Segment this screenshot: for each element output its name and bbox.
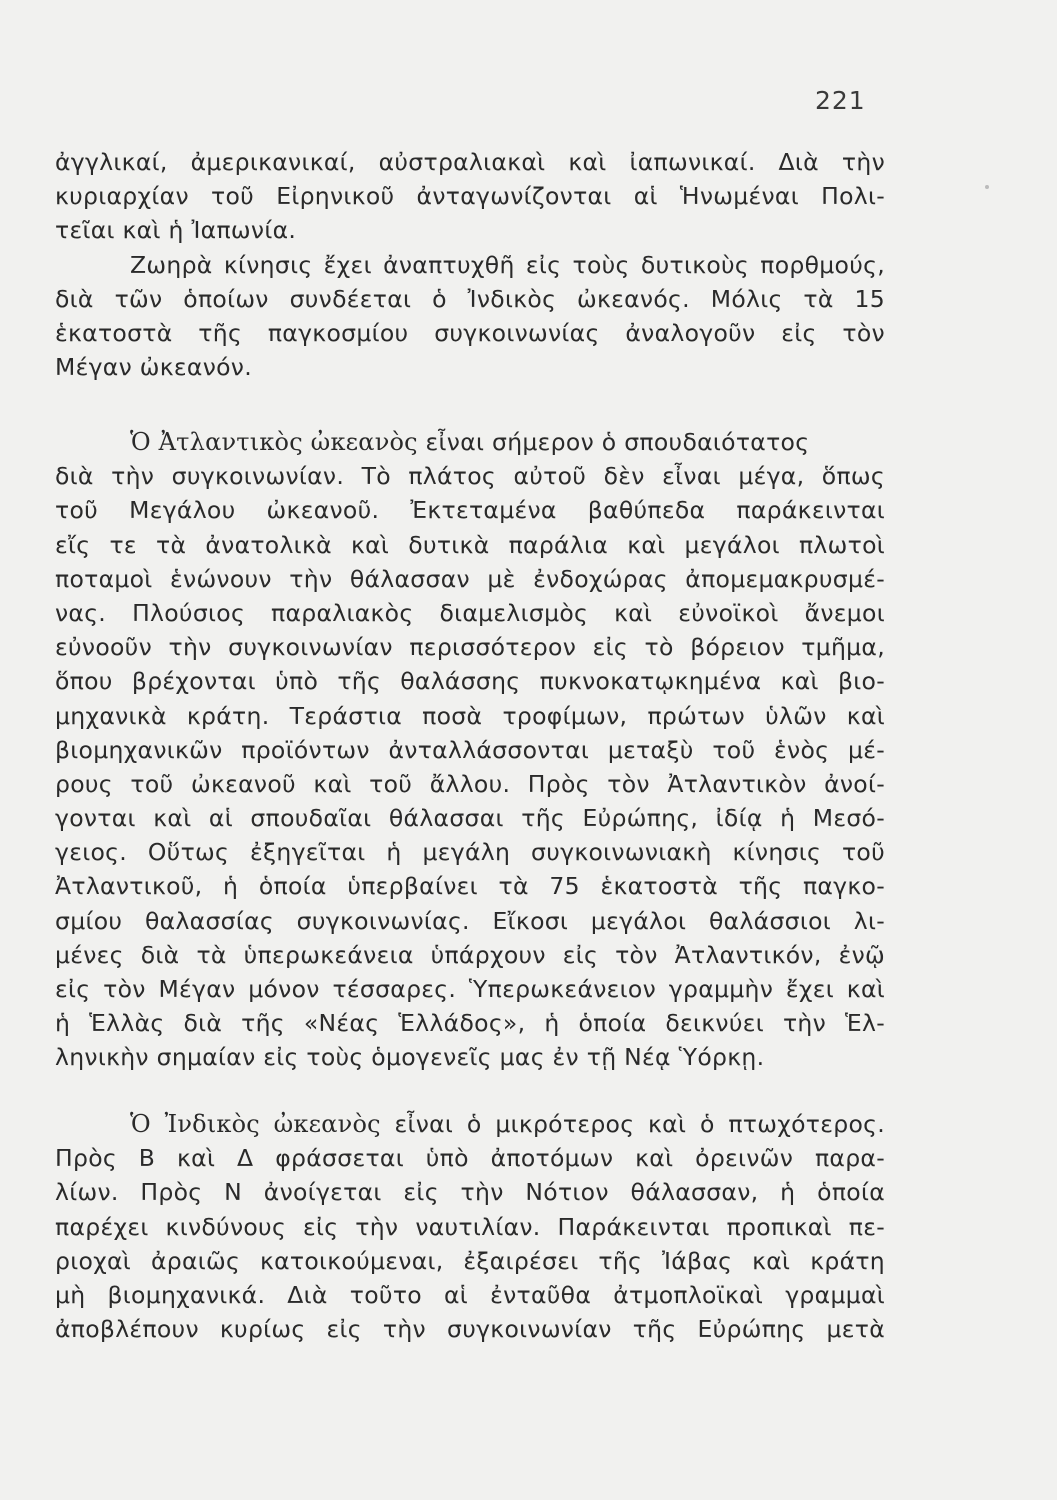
paragraph-atlantic-ocean	[55, 425, 885, 1075]
text-line: λίων. Πρὸς Ν ἀνοίγεται εἰς τὴν Νότιον θάλασσαν, ἡ ὁποία	[55, 1178, 885, 1207]
text-line: μένες διὰ τὰ ὑπερωκεάνεια ὑπάρχουν εἰς τὸν Ἀτλαντικόν, ἐνῷ	[55, 940, 885, 969]
text-line: ὅπου βρέχονται ὑπὸ τῆς θαλάσσης πυκνοκατῳκημένα καὶ βιο-	[55, 667, 885, 696]
text-line: ἡ Ἑλλὰς διὰ τῆς «Νέας Ἑλλάδος», ἡ ὁποία δεικνύει τὴν Ἑλ-	[55, 1009, 885, 1038]
section-lead-indian: Ὁ Ἰνδικὸς ὠκεανὸς	[130, 1110, 381, 1138]
text-line: ριοχαὶ ἀραιῶς κατοικούμεναι, ἐξαιρέσει τῆς Ἰάβας καὶ κράτη	[55, 1246, 885, 1275]
text-line-rest: εἶναι ὁ μικρότερος καὶ ὁ πτωχότερος.	[380, 1110, 885, 1138]
text-line: ἀποβλέπουν κυρίως εἰς τὴν συγκοινωνίαν τῆς Εὐρώπης μετὰ	[55, 1315, 885, 1344]
text-line: ληνικὴν σημαίαν εἰς τοὺς ὁμογενεῖς μας ἐν τῇ Νέᾳ Ὑόρκῃ.	[55, 1043, 765, 1072]
paragraph-indian-ocean	[55, 1107, 885, 1346]
text-line: ἑκατοστὰ τῆς παγκοσμίου συγκοινωνίας ἀναλογοῦν εἰς τὸν	[55, 318, 885, 347]
text-line: Ἀτλαντικοῦ, ἡ ὁποία ὑπερβαίνει τὰ 75 ἑκατοστὰ τῆς παγκο-	[55, 872, 885, 901]
page-number: 221	[815, 86, 866, 115]
text-line: ποταμοὶ ἑνώνουν τὴν θάλασσαν μὲ ἐνδοχώρας ἀπομεμακρυσμέ-	[55, 564, 885, 593]
text-line: νας. Πλούσιος παραλιακὸς διαμελισμὸς καὶ εὐνοϊκοὶ ἄνεμοι	[55, 598, 885, 627]
text-line: τεῖαι καὶ ἡ Ἰαπωνία.	[55, 216, 297, 245]
text-line: σμίου θαλασσίας συγκοινωνίας. Εἴκοσι μεγάλοι θαλάσσιοι λι-	[55, 906, 885, 935]
text-line: εἰς τὸν Μέγαν μόνον τέσσαρες. Ὑπερωκεάνειον γραμμὴν ἔχει καὶ	[55, 975, 885, 1003]
text-line: ἀγγλικαί, ἀμερικανικαί, αὐστραλιακαὶ καὶ ἰαπωνικαί. Διὰ τὴν	[55, 148, 885, 176]
text-line	[55, 425, 885, 459]
section-lead-atlantic: Ὁ Ἀτλαντικὸς ὠκεανὸς	[130, 428, 418, 456]
text-line: Ζωηρὰ κίνησις ἔχει ἀναπτυχθῆ εἰς τοὺς δυτικοὺς πορθμούς,	[130, 250, 885, 279]
text-line: Μέγαν ὠκεανόν.	[55, 353, 252, 382]
paragraph-pacific-end	[55, 145, 885, 384]
paper-speck	[985, 185, 989, 189]
text-line: παρέχει κινδύνους εἰς τὴν ναυτιλίαν. Παράκεινται προπικαὶ πε-	[55, 1212, 885, 1241]
text-line: βιομηχανικῶν προϊόντων ἀνταλλάσσονται μεταξὺ τοῦ ἑνὸς μέ-	[55, 735, 885, 764]
text-line: κυριαρχίαν τοῦ Εἰρηνικοῦ ἀνταγωνίζονται αἱ Ἡνωμέναι Πολι-	[55, 182, 885, 211]
text-line: εὐνοοῦν τὴν συγκοινωνίαν περισσότερον εἰς τὸ βόρειον τμῆμα,	[55, 633, 885, 662]
text-line: διὰ τὴν συγκοινωνίαν. Τὸ πλάτος αὐτοῦ δὲν εἶναι μέγα, ὅπως	[55, 462, 885, 491]
text-line: τοῦ Μεγάλου ὠκεανοῦ. Ἐκτεταμένα βαθύπεδα παράκεινται	[55, 496, 885, 525]
text-line: γονται καὶ αἱ σπουδαῖαι θάλασσαι τῆς Εὐρώπης, ἰδίᾳ ἡ Μεσό-	[55, 804, 885, 833]
text-line-rest: εἶναι σήμερον ὁ σπουδαιότατος	[417, 428, 810, 456]
text-line: εἴς τε τὰ ἀνατολικὰ καὶ δυτικὰ παράλια καὶ μεγάλοι πλωτοὶ	[55, 530, 885, 559]
text-line: μηχανικὰ κράτη. Τεράστια ποσὰ τροφίμων, πρώτων ὑλῶν καὶ	[55, 701, 885, 730]
text-line	[55, 1107, 885, 1141]
text-line: μὴ βιομηχανικά. Διὰ τοῦτο αἱ ἐνταῦθα ἀτμοπλοϊκαὶ γραμμαὶ	[55, 1280, 885, 1309]
text-line: γειος. Οὕτως ἐξηγεῖται ἡ μεγάλη συγκοινωνιακὴ κίνησις τοῦ	[55, 838, 885, 867]
text-line: ρους τοῦ ὠκεανοῦ καὶ τοῦ ἄλλου. Πρὸς τὸν Ἀτλαντικὸν ἀνοί-	[55, 769, 885, 798]
text-line: διὰ τῶν ὁποίων συνδέεται ὁ Ἰνδικὸς ὠκεανός. Μόλις τὰ 15	[55, 284, 885, 313]
text-line: Πρὸς Β καὶ Δ φράσσεται ὑπὸ ἀποτόμων καὶ ὀρεινῶν παρα-	[55, 1144, 885, 1173]
